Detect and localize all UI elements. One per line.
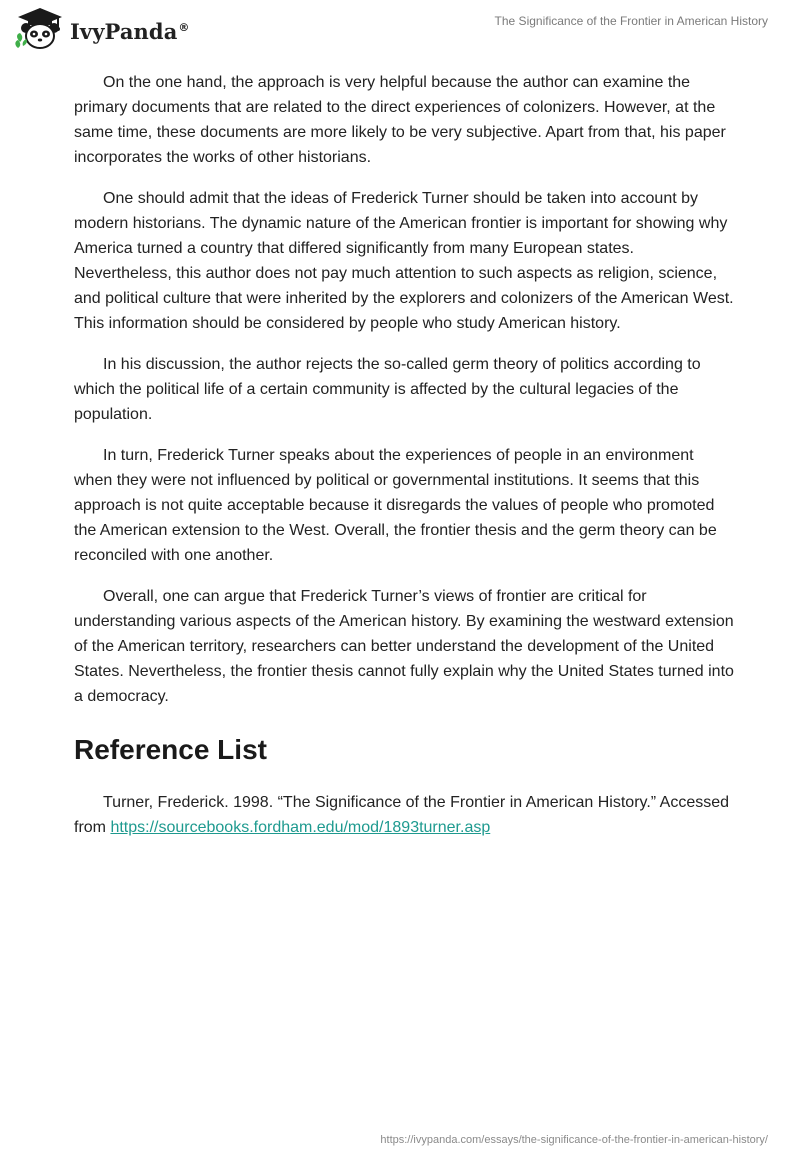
essay-content [74, 70, 734, 840]
document-title: The Significance of the Frontier in American History [494, 14, 768, 28]
reference-link[interactable]: https://sourcebooks.fordham.edu/mod/1893turner.asp [110, 819, 491, 836]
ivypanda-logo[interactable] [14, 6, 190, 52]
page-header [0, 0, 800, 60]
logo-brand-name: IvyPanda [70, 18, 178, 44]
reference-entry [74, 790, 734, 840]
footer-source-url: https://ivypanda.com/essays/the-significance-of-the-frontier-in-american-history/ [380, 1134, 768, 1146]
body-paragraph-4: In turn, Frederick Turner speaks about the experiences of people in an environment when they were not influenced by political or governmental institutions. It seems that this approach is not quite acceptable because it disregards the values of people who promoted the American extension to the West. Overall, the frontier thesis and the germ theory can be reconciled with one another. [74, 447, 717, 564]
body-paragraph-5: Overall, one can argue that Frederick Turner’s views of frontier are critical for understanding various aspects of the American history. By examining the westward extension of the American territory, researchers can better understand the development of the United States. Nevertheless, the frontier thesis cannot fully explain why the United States turned into a democracy. [74, 588, 734, 705]
registered-mark: ® [178, 20, 190, 34]
body-paragraph-3: In his discussion, the author rejects the so-called germ theory of politics according to which the political life of a certain community is affected by the cultural legacies of the population. [74, 356, 701, 423]
logo-wordmark [70, 19, 190, 44]
reference-entry-text: Turner, Frederick. 1998. “The Significance of the Frontier in American History.” Accessed from [74, 794, 730, 836]
panda-graduate-logo-icon [14, 6, 66, 52]
body-paragraph-2: One should admit that the ideas of Frederick Turner should be taken into account by modern historians. The dynamic nature of the American frontier is important for showing why America turned a country that differed significantly from many European states. Nevertheless, this author does not pay much attention to such aspects as religion, science, and political culture that were inherited by the explorers and colonizers of the American West. This information should be considered by people who study American history. [74, 190, 734, 332]
reference-list-heading: Reference List [74, 734, 267, 765]
body-paragraph-1: On the one hand, the approach is very helpful because the author can examine the primary documents that are related to the direct experiences of colonizers. However, at the same time, these documents are more likely to be very subjective. Apart from that, his paper incorporates the works of other historians. [74, 74, 726, 166]
